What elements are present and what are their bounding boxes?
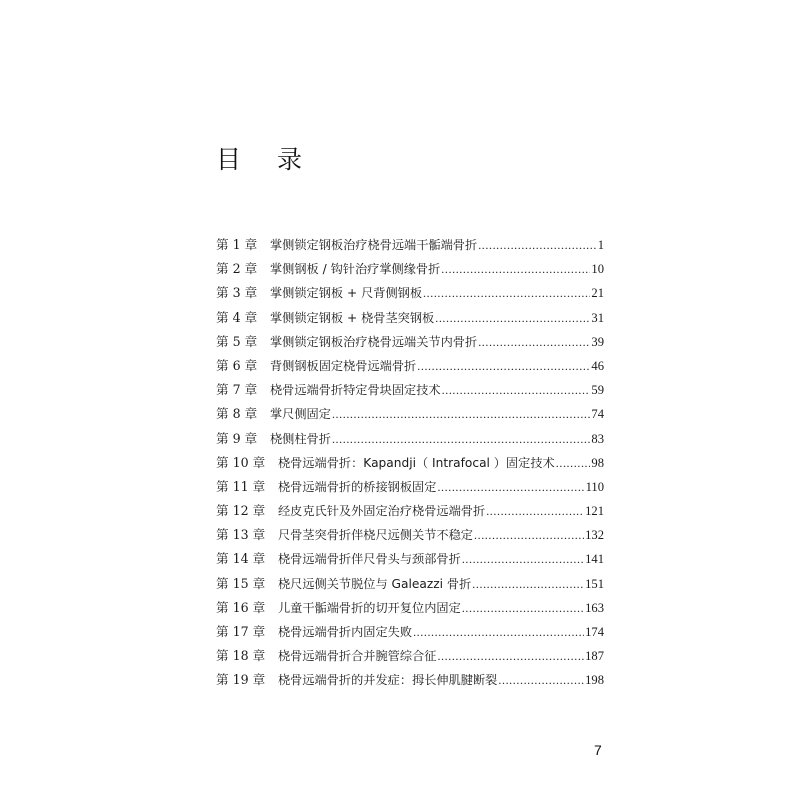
page-number: 21 — [591, 286, 604, 301]
page-number: 46 — [591, 358, 604, 373]
chapter-number: 第 9 章 — [216, 430, 258, 446]
dot-leader — [332, 427, 590, 451]
page-number: 83 — [591, 431, 604, 446]
toc-entry[interactable] — [216, 523, 604, 547]
chapter-number: 第 12 章 — [216, 503, 266, 519]
dot-leader — [435, 306, 590, 330]
chapter-title: 掌侧锁定钢板 + 桡骨茎突钢板 — [270, 310, 435, 325]
page-number: 110 — [585, 479, 604, 494]
dot-leader — [332, 402, 590, 426]
page-number: 121 — [585, 504, 604, 519]
chapter-number: 第 13 章 — [216, 527, 266, 543]
chapter-number: 第 8 章 — [216, 406, 258, 422]
chapter-number: 第 14 章 — [216, 551, 266, 567]
table-of-contents — [216, 233, 604, 693]
toc-entry[interactable] — [216, 620, 604, 644]
page-number: 187 — [585, 649, 604, 664]
dot-leader — [437, 475, 584, 499]
chapter-title: 桡侧柱骨折 — [270, 431, 331, 446]
chapter-number: 第 7 章 — [216, 382, 258, 398]
chapter-number: 第 18 章 — [216, 648, 266, 664]
page-number: 151 — [585, 576, 604, 591]
toc-entry[interactable] — [216, 354, 604, 378]
chapter-title: 桡骨远端骨折特定骨块固定技术 — [270, 383, 441, 398]
dot-leader — [462, 547, 584, 571]
chapter-number: 第 6 章 — [216, 357, 258, 373]
page-number: 132 — [585, 528, 604, 543]
toc-entry[interactable] — [216, 306, 604, 330]
chapter-number: 第 2 章 — [216, 261, 258, 277]
dot-leader — [462, 596, 584, 620]
toc-entry[interactable] — [216, 451, 604, 475]
toc-entry[interactable] — [216, 547, 604, 571]
dot-leader — [474, 523, 584, 547]
page-number: 59 — [591, 383, 604, 398]
chapter-number: 第 16 章 — [216, 599, 266, 615]
chapter-title: 尺骨茎突骨折伴桡尺远侧关节不稳定 — [278, 528, 473, 543]
dot-leader — [413, 620, 584, 644]
chapter-title: 儿童干骺端骨折的切开复位内固定 — [278, 600, 461, 615]
page-number: 198 — [585, 673, 604, 688]
toc-entry[interactable] — [216, 572, 604, 596]
page-number: 74 — [591, 407, 604, 422]
chapter-title: 掌侧锁定钢板治疗桡骨远端干骺端骨折 — [270, 238, 478, 252]
dot-leader — [437, 644, 584, 668]
page-number: 98 — [591, 455, 604, 470]
toc-entry[interactable] — [216, 233, 604, 257]
chapter-title: 经皮克氏针及外固定治疗桡骨远端骨折 — [278, 504, 486, 519]
page-number: 31 — [591, 310, 604, 325]
page-number: 1 — [597, 238, 604, 252]
chapter-title: 掌侧钢板 / 钩针治疗掌侧缘骨折 — [270, 262, 441, 277]
dot-leader — [478, 330, 590, 354]
chapter-number: 第 3 章 — [216, 285, 258, 301]
chapter-title: 掌侧锁定钢板 + 尺背侧钢板 — [270, 286, 423, 301]
toc-entry[interactable] — [216, 378, 604, 402]
toc-entry[interactable] — [216, 644, 604, 668]
dot-leader — [556, 451, 591, 475]
chapter-title: 桡骨远端骨折合并腕管综合征 — [278, 649, 437, 664]
chapter-title: 掌侧锁定钢板治疗桡骨远端关节内骨折 — [270, 334, 478, 349]
chapter-title: 桡骨远端骨折的桥接钢板固定 — [278, 479, 437, 494]
page-title: 目 录 — [216, 145, 316, 174]
dot-leader — [423, 281, 590, 305]
chapter-title: 背侧钢板固定桡骨远端骨折 — [270, 358, 417, 373]
chapter-number: 第 15 章 — [216, 575, 266, 591]
toc-entry[interactable] — [216, 257, 604, 281]
toc-entry[interactable] — [216, 402, 604, 426]
chapter-title: 桡骨远端骨折的并发症：拇长伸肌腱断裂 — [278, 673, 498, 688]
toc-entry[interactable] — [216, 668, 604, 692]
dot-leader — [498, 668, 584, 692]
chapter-title: 桡骨远端骨折内固定失败 — [278, 625, 413, 639]
toc-entry[interactable] — [216, 499, 604, 523]
chapter-number: 第 19 章 — [216, 672, 266, 688]
dot-leader — [442, 378, 591, 402]
chapter-number: 第 10 章 — [216, 454, 266, 470]
toc-entry[interactable] — [216, 475, 604, 499]
folio-page-number: 7 — [594, 742, 602, 758]
dot-leader — [441, 257, 590, 281]
dot-leader — [417, 354, 590, 378]
page-number: 141 — [585, 552, 604, 567]
toc-entry[interactable] — [216, 281, 604, 305]
dot-leader — [486, 499, 584, 523]
toc-entry[interactable] — [216, 596, 604, 620]
page-number: 39 — [591, 334, 604, 349]
chapter-number: 第 17 章 — [216, 624, 266, 639]
chapter-title: 桡尺远侧关节脱位与 Galeazzi 骨折 — [278, 576, 472, 591]
chapter-title: 桡骨远端骨折：Kapandji（ Intrafocal ）固定技术 — [278, 455, 555, 470]
chapter-number: 第 1 章 — [216, 237, 258, 252]
chapter-number: 第 11 章 — [216, 478, 266, 494]
chapter-number: 第 5 章 — [216, 333, 258, 349]
dot-leader — [478, 233, 597, 257]
page-number: 10 — [591, 262, 604, 277]
toc-entry[interactable] — [216, 427, 604, 451]
chapter-title: 掌尺侧固定 — [270, 407, 331, 422]
chapter-title: 桡骨远端骨折伴尺骨头与颈部骨折 — [278, 552, 461, 567]
page-number: 174 — [585, 625, 604, 639]
page-number: 163 — [585, 600, 604, 615]
toc-entry[interactable] — [216, 330, 604, 354]
chapter-number: 第 4 章 — [216, 309, 258, 325]
dot-leader — [472, 572, 584, 596]
